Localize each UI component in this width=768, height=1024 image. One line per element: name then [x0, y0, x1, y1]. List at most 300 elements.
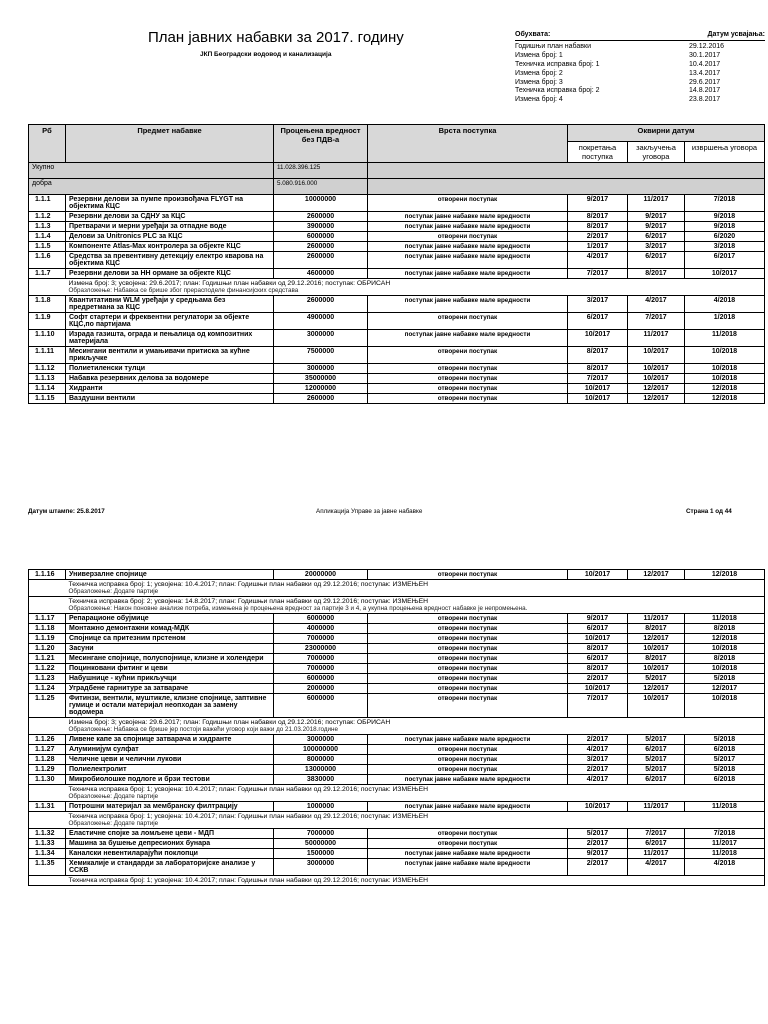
- table-row: [29, 614, 765, 624]
- row-start: 9/2017: [568, 849, 628, 859]
- table-row: [29, 829, 765, 839]
- row-value: 7000000: [274, 829, 368, 839]
- row-subject: Месингане спојнице, полуспојнице, клизне и холендери: [66, 654, 274, 664]
- row-number: 1.1.5: [29, 242, 66, 252]
- cover-row-label: Измена број: 2: [515, 69, 563, 77]
- row-finish: 6/2018: [685, 775, 765, 785]
- table-row: [29, 839, 765, 849]
- row-value: 2600000: [274, 212, 368, 222]
- row-start: 4/2017: [568, 252, 628, 269]
- row-start: 9/2017: [568, 195, 628, 212]
- row-finish: 11/2018: [685, 330, 765, 347]
- note-line: Техничка исправка број: 1; усвојена: 10.4.2017; план: Годишњи план набавки од 29.12.2016; поступак: ИЗМЕЊЕН: [68, 786, 429, 793]
- row-number: 1.1.15: [29, 394, 66, 404]
- row-value: 3000000: [274, 735, 368, 745]
- row-contract: 6/2017: [628, 775, 685, 785]
- row-start: 10/2017: [568, 570, 628, 580]
- row-start: 2/2017: [568, 765, 628, 775]
- row-contract: 4/2017: [628, 296, 685, 313]
- row-contract: 11/2017: [628, 614, 685, 624]
- row-number: 1.1.12: [29, 364, 66, 374]
- row-subject: Челичне цеви и челични лукови: [66, 755, 274, 765]
- row-subject: Хидранти: [66, 384, 274, 394]
- note-explanation: Образложење: Додате партије: [68, 793, 159, 800]
- cover-row-label: Техничка исправка број: 2: [515, 87, 600, 95]
- row-procedure: отворени поступак: [368, 313, 568, 330]
- row-number: 1.1.21: [29, 654, 66, 664]
- table-row: [29, 296, 765, 313]
- row-procedure: поступак јавне набавке мале вредности: [368, 222, 568, 232]
- row-subject: Квантитативни WLM уређаји у средњама без предретмана за КЦС: [66, 296, 274, 313]
- table-row: [29, 624, 765, 634]
- row-start: 10/2017: [568, 684, 628, 694]
- row-finish: 10/2018: [685, 347, 765, 364]
- table-row: [29, 252, 765, 269]
- row-contract: 8/2017: [628, 624, 685, 634]
- row-number: 1.1.3: [29, 222, 66, 232]
- col-rb: Рб: [29, 125, 66, 163]
- change-note: [66, 812, 765, 829]
- cover-row-date: 14.8.2017: [689, 87, 721, 95]
- row-start: 2/2017: [568, 839, 628, 849]
- row-contract: 6/2017: [628, 745, 685, 755]
- change-note: [66, 876, 765, 886]
- row-value: 7000000: [274, 634, 368, 644]
- row-number: 1.1.1: [29, 195, 66, 212]
- change-note-row: [29, 279, 765, 296]
- row-finish: 5/2018: [685, 735, 765, 745]
- row-procedure: поступак јавне набавке мале вредности: [368, 269, 568, 279]
- row-procedure: отворени поступак: [368, 829, 568, 839]
- app-name: Апликација Управе за јавне набавке: [316, 508, 423, 515]
- table-row: [29, 384, 765, 394]
- cover-header: [515, 31, 765, 41]
- row-value: 4000000: [274, 624, 368, 634]
- row-subject: Делови за Unitronics PLC за КЦС: [66, 232, 274, 242]
- cover-row: [515, 52, 765, 61]
- row-number: 1.1.9: [29, 313, 66, 330]
- row-number: 1.1.4: [29, 232, 66, 242]
- row-procedure: отворени поступак: [368, 674, 568, 684]
- row-start: 8/2017: [568, 347, 628, 364]
- row-start: 7/2017: [568, 269, 628, 279]
- row-number: 1.1.23: [29, 674, 66, 684]
- row-finish: 6/2017: [685, 252, 765, 269]
- row-subject: Претварачи и мерни уређаји за отпадне воде: [66, 222, 274, 232]
- table-row: [29, 347, 765, 364]
- table-row: [29, 313, 765, 330]
- note-line: Техничка исправка број: 1; усвојена: 10.4.2017; план: Годишњи план набавки од 29.12.2016; поступак: ИЗМЕЊЕН: [68, 813, 429, 820]
- total-label: Укупно: [29, 163, 274, 179]
- row-value: 3000000: [274, 364, 368, 374]
- row-finish: 12/2017: [685, 684, 765, 694]
- row-value: 6000000: [274, 232, 368, 242]
- table-row: [29, 222, 765, 232]
- row-subject: Полиелектролит: [66, 765, 274, 775]
- row-value: 7500000: [274, 347, 368, 364]
- row-value: 3830000: [274, 775, 368, 785]
- total-value: 11.028.396.125: [274, 163, 368, 179]
- cover-row-label: Годишњи план набавки: [515, 43, 591, 50]
- row-number: 1.1.16: [29, 570, 66, 580]
- table-row: [29, 684, 765, 694]
- table-row: [29, 644, 765, 654]
- row-procedure: отворени поступак: [368, 394, 568, 404]
- change-note-row: [29, 597, 765, 614]
- goods-label: добра: [29, 179, 274, 195]
- row-number: 1.1.34: [29, 849, 66, 859]
- table-row: [29, 694, 765, 718]
- row-procedure: отворени поступак: [368, 684, 568, 694]
- row-finish: 3/2018: [685, 242, 765, 252]
- row-contract: 12/2017: [628, 634, 685, 644]
- row-number: 1.1.32: [29, 829, 66, 839]
- row-start: 4/2017: [568, 775, 628, 785]
- col-start: покретања поступка: [568, 142, 628, 163]
- row-start: 10/2017: [568, 330, 628, 347]
- page-subtitle: ЈКП Београдски водовод и канализација: [200, 51, 332, 58]
- goods-row: [29, 179, 765, 195]
- row-finish: 6/2018: [685, 745, 765, 755]
- row-value: 13000000: [274, 765, 368, 775]
- row-number: 1.1.25: [29, 694, 66, 718]
- table-row: [29, 269, 765, 279]
- row-procedure: отворени поступак: [368, 384, 568, 394]
- table-row: [29, 654, 765, 664]
- row-contract: 5/2017: [628, 735, 685, 745]
- note-pad: [29, 785, 66, 802]
- row-contract: 10/2017: [628, 364, 685, 374]
- row-finish: 12/2018: [685, 634, 765, 644]
- row-contract: 10/2017: [628, 694, 685, 718]
- row-finish: 12/2018: [685, 570, 765, 580]
- change-note-row: [29, 812, 765, 829]
- table-row: [29, 765, 765, 775]
- row-finish: 5/2018: [685, 765, 765, 775]
- note-line: Техничка исправка број: 1; усвојена: 10.4.2017; план: Годишњи план набавки од 29.12.2016; поступак: ИЗМЕЊЕН: [68, 581, 429, 588]
- row-procedure: отворени поступак: [368, 644, 568, 654]
- cover-row-label: Измена број: 3: [515, 78, 563, 86]
- row-procedure: отворени поступак: [368, 347, 568, 364]
- row-contract: 12/2017: [628, 684, 685, 694]
- row-subject: Месингани вентили и умањивачи притиска за кућне прикључке: [66, 347, 274, 364]
- row-number: 1.1.27: [29, 745, 66, 755]
- row-procedure: поступак јавне набавке мале вредности: [368, 212, 568, 222]
- note-explanation: Образложење: Набавка се брише због прерасподеле финансијских средстава: [68, 287, 299, 294]
- table-row: [29, 634, 765, 644]
- col-subject: Предмет набавке: [66, 125, 274, 163]
- row-subject: Резервни делови за НН ормане за објекте КЦС: [66, 269, 274, 279]
- cover-head-left: Обухвата:: [515, 31, 551, 38]
- row-start: 6/2017: [568, 654, 628, 664]
- row-number: 1.1.31: [29, 802, 66, 812]
- note-pad: [29, 597, 66, 614]
- row-subject: Машина за бушење депресионих бунара: [66, 839, 274, 849]
- row-number: 1.1.10: [29, 330, 66, 347]
- cover-row: [515, 70, 765, 79]
- row-contract: 12/2017: [628, 570, 685, 580]
- note-line: Измена број: 3; усвојена: 29.6.2017; план: Годишњи план набавки од 29.12.2016; поступак: ОБРИСАН: [68, 280, 391, 287]
- row-subject: Потрошни материјал за мембранску филтрацију: [66, 802, 274, 812]
- row-finish: 11/2018: [685, 802, 765, 812]
- row-value: 2600000: [274, 394, 368, 404]
- table-row: [29, 242, 765, 252]
- row-finish: 6/2020: [685, 232, 765, 242]
- cover-row-label: Измена број: 4: [515, 96, 563, 104]
- cover-row-date: 23.8.2017: [689, 96, 721, 104]
- row-contract: 10/2017: [628, 347, 685, 364]
- cover-row-date: 29.12.2016: [689, 43, 725, 50]
- row-value: 100000000: [274, 745, 368, 755]
- row-value: 12000000: [274, 384, 368, 394]
- row-start: 9/2017: [568, 614, 628, 624]
- row-procedure: поступак јавне набавке мале вредности: [368, 242, 568, 252]
- row-number: 1.1.11: [29, 347, 66, 364]
- change-note-row: [29, 718, 765, 735]
- row-procedure: отворени поступак: [368, 195, 568, 212]
- row-subject: Софт стартери и фреквентни регулатори за објекте КЦС,по партијама: [66, 313, 274, 330]
- row-contract: 7/2017: [628, 313, 685, 330]
- change-note-row: [29, 876, 765, 886]
- row-start: 10/2017: [568, 634, 628, 644]
- row-procedure: поступак јавне набавке мале вредности: [368, 849, 568, 859]
- row-subject: Еластичне спојке за ломљене цеви - МДП: [66, 829, 274, 839]
- row-procedure: отворени поступак: [368, 232, 568, 242]
- row-number: 1.1.17: [29, 614, 66, 624]
- row-finish: 5/2017: [685, 755, 765, 765]
- row-start: 4/2017: [568, 745, 628, 755]
- row-value: 3000000: [274, 330, 368, 347]
- row-procedure: отворени поступак: [368, 624, 568, 634]
- row-finish: 9/2018: [685, 212, 765, 222]
- row-finish: 11/2018: [685, 849, 765, 859]
- table-row: [29, 212, 765, 222]
- procurement-table-page2: [28, 569, 765, 886]
- note-pad: [29, 718, 66, 735]
- row-finish: 7/2018: [685, 195, 765, 212]
- row-value: 1000000: [274, 802, 368, 812]
- row-procedure: отворени поступак: [368, 374, 568, 384]
- row-subject: Уградбене гарнитуре за затвараче: [66, 684, 274, 694]
- row-value: 3000000: [274, 859, 368, 876]
- row-subject: Поцинковани фитинг и цеви: [66, 664, 274, 674]
- row-finish: 4/2018: [685, 859, 765, 876]
- row-start: 2/2017: [568, 232, 628, 242]
- row-subject: Алуминијум сулфат: [66, 745, 274, 755]
- cover-row: [515, 61, 765, 70]
- table-row: [29, 674, 765, 684]
- row-subject: Резервни делови за пумпе произвођача FLYGT на објектима КЦС: [66, 195, 274, 212]
- row-contract: 5/2017: [628, 755, 685, 765]
- row-finish: 4/2018: [685, 296, 765, 313]
- col-value: Процењена вредност без ПДВ-а: [274, 125, 368, 163]
- row-start: 8/2017: [568, 664, 628, 674]
- table-row: [29, 374, 765, 384]
- row-start: 2/2017: [568, 674, 628, 684]
- row-procedure: отворени поступак: [368, 765, 568, 775]
- row-contract: 12/2017: [628, 394, 685, 404]
- table-body-page1: [29, 195, 765, 404]
- row-contract: 8/2017: [628, 269, 685, 279]
- row-start: 5/2017: [568, 829, 628, 839]
- row-subject: Монтажно демонтажни комад-МДК: [66, 624, 274, 634]
- row-subject: Компоненте Atlas-Мах контролера за објекте КЦС: [66, 242, 274, 252]
- row-number: 1.1.26: [29, 735, 66, 745]
- row-number: 1.1.33: [29, 839, 66, 849]
- row-procedure: поступак јавне набавке мале вредности: [368, 775, 568, 785]
- change-note-row: [29, 580, 765, 597]
- row-finish: 9/2018: [685, 222, 765, 232]
- row-contract: 6/2017: [628, 839, 685, 849]
- note-pad: [29, 876, 66, 886]
- change-note: [66, 580, 765, 597]
- row-start: 10/2017: [568, 802, 628, 812]
- row-subject: Набавка резервних делова за водомере: [66, 374, 274, 384]
- table-row: [29, 735, 765, 745]
- row-procedure: отворени поступак: [368, 745, 568, 755]
- table-row: [29, 664, 765, 674]
- cover-row-date: 30.1.2017: [689, 51, 721, 59]
- row-subject: Полиетиленски тулци: [66, 364, 274, 374]
- row-start: 8/2017: [568, 222, 628, 232]
- row-value: 2000000: [274, 684, 368, 694]
- note-pad: [29, 812, 66, 829]
- row-finish: 10/2018: [685, 644, 765, 654]
- cover-block: [515, 31, 765, 105]
- row-contract: 12/2017: [628, 384, 685, 394]
- row-value: 1500000: [274, 849, 368, 859]
- row-procedure: отворени поступак: [368, 755, 568, 765]
- row-procedure: поступак јавне набавке мале вредности: [368, 859, 568, 876]
- page-title: План јавних набавки за 2017. годину: [148, 29, 404, 46]
- row-value: 2600000: [274, 242, 368, 252]
- row-start: 6/2017: [568, 313, 628, 330]
- table-row: [29, 802, 765, 812]
- table-row: [29, 859, 765, 876]
- row-start: 6/2017: [568, 624, 628, 634]
- cover-row: [515, 87, 765, 96]
- row-number: 1.1.19: [29, 634, 66, 644]
- row-number: 1.1.18: [29, 624, 66, 634]
- row-subject: Засуни: [66, 644, 274, 654]
- row-subject: Микробиолошке подлоге и брзи тестови: [66, 775, 274, 785]
- row-contract: 6/2017: [628, 252, 685, 269]
- row-contract: 10/2017: [628, 374, 685, 384]
- row-contract: 11/2017: [628, 330, 685, 347]
- row-contract: 7/2017: [628, 829, 685, 839]
- row-number: 1.1.22: [29, 664, 66, 674]
- row-procedure: отворени поступак: [368, 839, 568, 849]
- row-start: 3/2017: [568, 755, 628, 765]
- row-contract: 6/2017: [628, 232, 685, 242]
- row-contract: 9/2017: [628, 222, 685, 232]
- row-start: 10/2017: [568, 384, 628, 394]
- note-explanation: Образложење: Након поновне анализе потреба, измењена је процењена вредност за партије 3 и 4, а укупна процењена вредност набавке је непромењена.: [68, 605, 528, 612]
- table-row: [29, 745, 765, 755]
- row-number: 1.1.24: [29, 684, 66, 694]
- change-note-row: [29, 785, 765, 802]
- row-procedure: поступак јавне набавке мале вредности: [368, 296, 568, 313]
- row-value: 7000000: [274, 664, 368, 674]
- table-row: [29, 364, 765, 374]
- cover-rows: [515, 43, 765, 105]
- row-start: 2/2017: [568, 735, 628, 745]
- row-finish: 5/2018: [685, 674, 765, 684]
- row-procedure: отворени поступак: [368, 614, 568, 624]
- row-value: 6000000: [274, 614, 368, 624]
- row-number: 1.1.30: [29, 775, 66, 785]
- col-framework: Оквирни датум: [568, 125, 765, 142]
- change-note: [66, 718, 765, 735]
- row-procedure: отворени поступак: [368, 664, 568, 674]
- row-procedure: отворени поступак: [368, 364, 568, 374]
- row-value: 8000000: [274, 755, 368, 765]
- row-procedure: отворени поступак: [368, 634, 568, 644]
- row-start: 1/2017: [568, 242, 628, 252]
- row-finish: 11/2017: [685, 839, 765, 849]
- row-number: 1.1.29: [29, 765, 66, 775]
- row-procedure: поступак јавне набавке мале вредности: [368, 735, 568, 745]
- row-procedure: поступак јавне набавке мале вредности: [368, 330, 568, 347]
- row-subject: Репарационе обујмице: [66, 614, 274, 624]
- note-pad: [29, 580, 66, 597]
- row-subject: Каналски невентиларајући поклопци: [66, 849, 274, 859]
- table-row: [29, 232, 765, 242]
- row-finish: 12/2018: [685, 394, 765, 404]
- table-row: [29, 755, 765, 765]
- row-number: 1.1.6: [29, 252, 66, 269]
- row-number: 1.1.35: [29, 859, 66, 876]
- row-procedure: поступак јавне набавке мале вредности: [368, 252, 568, 269]
- row-start: 7/2017: [568, 374, 628, 384]
- row-number: 1.1.7: [29, 269, 66, 279]
- row-start: 8/2017: [568, 212, 628, 222]
- row-number: 1.1.13: [29, 374, 66, 384]
- total-row: [29, 163, 765, 179]
- row-finish: 8/2018: [685, 654, 765, 664]
- row-number: 1.1.20: [29, 644, 66, 654]
- change-note: [66, 597, 765, 614]
- row-value: 50000000: [274, 839, 368, 849]
- row-start: 7/2017: [568, 694, 628, 718]
- cover-row-label: Техничка исправка број: 1: [515, 60, 600, 68]
- table-row: [29, 849, 765, 859]
- row-finish: 1/2018: [685, 313, 765, 330]
- row-finish: 10/2018: [685, 694, 765, 718]
- page-number: Страна 1 од 44: [686, 508, 732, 515]
- row-subject: Резервни делови за СДНУ за КЦС: [66, 212, 274, 222]
- row-finish: 10/2018: [685, 664, 765, 674]
- row-subject: Набушнице - кућни прикључци: [66, 674, 274, 684]
- row-start: 8/2017: [568, 364, 628, 374]
- row-subject: Ваздушни вентили: [66, 394, 274, 404]
- row-contract: 9/2017: [628, 212, 685, 222]
- note-line: Техничка исправка број: 1; усвојена: 10.4.2017; план: Годишњи план набавки од 29.12.2016; поступак: ИЗМЕЊЕН: [68, 877, 429, 884]
- row-finish: 10/2018: [685, 364, 765, 374]
- row-number: 1.1.14: [29, 384, 66, 394]
- row-contract: 3/2017: [628, 242, 685, 252]
- row-number: 1.1.8: [29, 296, 66, 313]
- change-note: [66, 279, 765, 296]
- row-procedure: отворени поступак: [368, 694, 568, 718]
- cover-row: [515, 43, 765, 52]
- row-finish: 10/2017: [685, 269, 765, 279]
- note-line: Техничка исправка број: 2; усвојена: 14.8.2017; план: Годишњи план набавки од 29.12.2016; поступак: ИЗМЕЊЕН: [68, 598, 429, 605]
- col-finish: извршења уговора: [685, 142, 765, 163]
- print-date: Датум штампе: 25.8.2017: [28, 508, 105, 515]
- note-explanation: Образложење: Додате партије: [68, 820, 159, 827]
- cover-row: [515, 96, 765, 105]
